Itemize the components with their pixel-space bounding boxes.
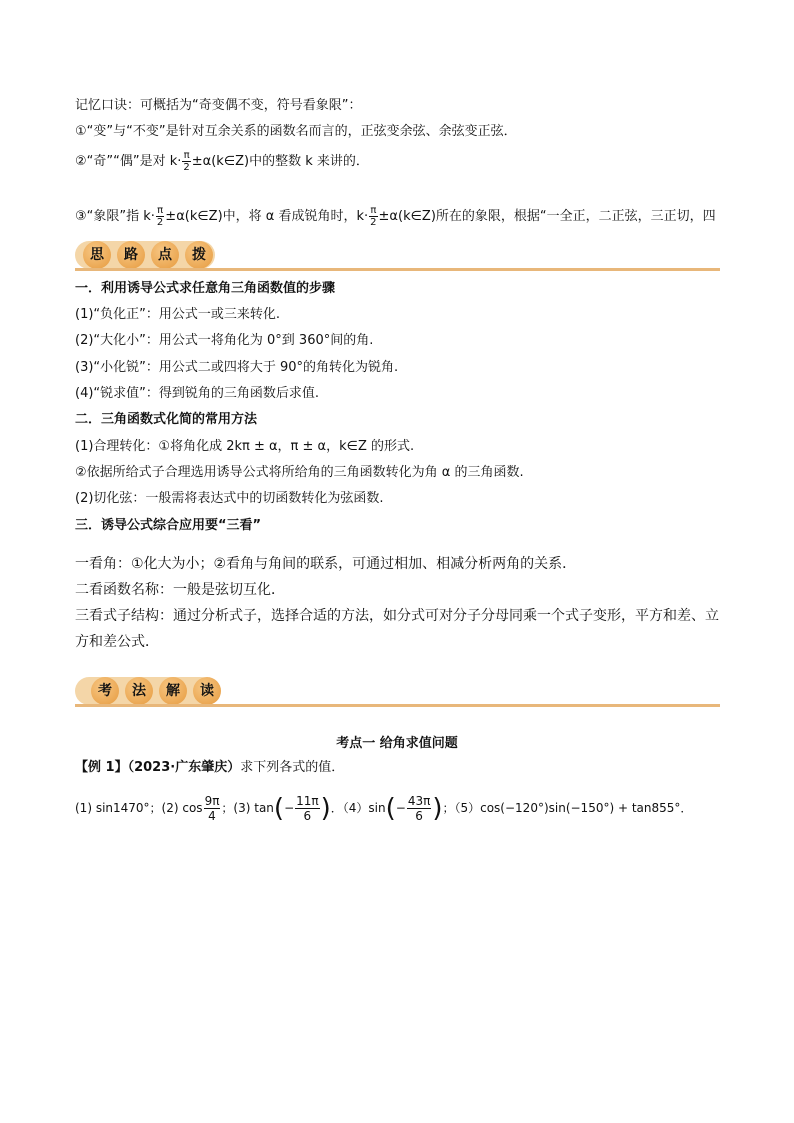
banner-char: 点 [151, 241, 179, 269]
look-1: 一看角：①化大为小；②看角与角间的联系，可通过相加、相减分析两角的关系． [75, 556, 577, 572]
fraction-pi-over-2: $\frac{\pi}{2}$ [370, 205, 377, 228]
look-2: 二看函数名称：一般是弦切互化． [75, 582, 285, 598]
expr-1-2-prefix: (1) sin1470°；(2) cos [75, 801, 203, 815]
example-label: 【例 1】 [75, 760, 128, 775]
fraction-9pi-over-4: $\frac{9\pi}{4}$ [204, 794, 220, 823]
expr-4-prefix: ．（4）sin [330, 801, 386, 815]
heading-methods: 二．三角函数式化简的常用方法 [75, 412, 258, 427]
section-banner-thinking [75, 241, 720, 271]
look-3-cont: 方和差公式． [75, 634, 159, 650]
banner-char: 路 [117, 241, 145, 269]
expr-5: ；（5）cos(−120°)sin(−150°) + tan855°． [442, 801, 693, 815]
banner-rule [75, 268, 720, 271]
banner-char: 思 [83, 241, 111, 269]
step-2: (2)“大化小”：用公式一将角化为 0°到 360°间的角. [75, 333, 374, 348]
memo-item-2-prefix: ②“奇”“偶”是对 k· [75, 154, 182, 169]
look-3: 三看式子结构：通过分析式子，选择合适的方法，如分式可对分子分母同乘一个式子变形，平方和差、立 [75, 608, 719, 624]
banner-char: 读 [193, 677, 221, 705]
step-3: (3)“小化锐”：用公式二或四将大于 90°的角转化为锐角. [75, 360, 399, 375]
memo-item-3-part-b: ±α(k∈Z)中，将 α 看成锐角时，k· [165, 209, 369, 224]
memo-intro: 记忆口诀：可概括为“奇变偶不变，符号看象限”： [75, 98, 362, 113]
heading-steps: 一．利用诱导公式求任意角三角函数值的步骤 [75, 281, 336, 296]
step-4: (4)“锐求值”：得到锐角的三角函数后求值. [75, 386, 320, 401]
fraction-pi-over-2: $\frac{\pi}{2}$ [156, 205, 164, 228]
memo-item-2 [75, 150, 369, 173]
example-1-header [75, 759, 344, 777]
fraction-43pi-over-6: $\frac{43\pi}{6}$ [407, 794, 431, 823]
banner-char: 考 [91, 677, 119, 705]
method-1: (1)合理转化：①将角化成 2kπ ± α，π ± α，k∈Z 的形式. [75, 439, 415, 454]
section-banner-methods [75, 677, 720, 707]
memo-item-3-part-a: ③“象限”指 k· [75, 209, 155, 224]
banner-rule [75, 704, 720, 707]
method-1b: ②依据所给式子合理选用诱导公式将所给角的三角函数转化为角 α 的三角函数. [75, 465, 524, 480]
fraction-11pi-over-6: $\frac{11\pi}{6}$ [296, 794, 319, 823]
banner-char: 解 [159, 677, 187, 705]
method-2: (2)切化弦：一般需将表达式中的切函数转化为弦函数. [75, 491, 384, 506]
memo-item-2-suffix: ±α(k∈Z)中的整数 k 来讲的． [191, 154, 369, 169]
banner-char: 法 [125, 677, 153, 705]
example-1-expressions: (1) sin1470°；(2) cos $\frac{9\pi}{4}$ ；(3) tan(− $\frac{11\pi}{6}$ )．（4）sin(− $\frac{43\pi}{6}$ )；（5）cos(−120°)sin(−150°) + tan855°． [75, 793, 693, 824]
memo-item-3-part-c: ±α(k∈Z)所在的象限，根据“一全正，二正弦，三正切，四 [378, 209, 716, 224]
banner-char: 拨 [185, 241, 213, 269]
memo-item-1: ①“变”与“不变”是针对互余关系的函数名而言的，正弦变余弦、余弦变正弦． [75, 124, 517, 139]
fraction-pi-over-2: $\frac{\pi}{2}$ [183, 150, 190, 173]
section-title: 考点一 给角求值问题 [336, 736, 458, 751]
step-1: (1)“负化正”：用公式一或三来转化. [75, 307, 281, 322]
example-text: 求下列各式的值． [240, 760, 345, 775]
example-source: （2023·广东肇庆） [127, 760, 241, 775]
memo-item-3 [75, 205, 716, 228]
expr-3-prefix: ；(3) tan [221, 801, 274, 815]
heading-three-looks: 三．诱导公式综合应用要“三看” [75, 518, 262, 533]
